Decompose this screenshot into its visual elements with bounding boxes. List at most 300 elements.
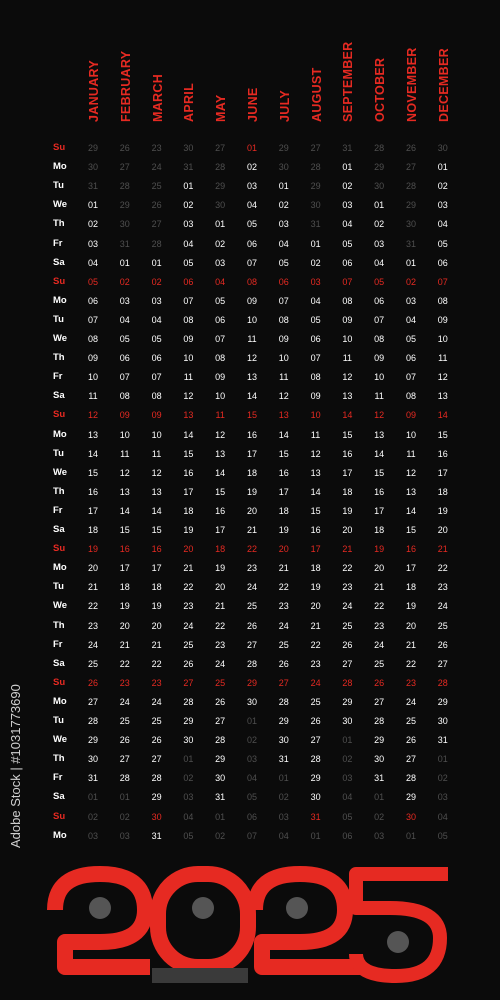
day-cell: 25	[119, 716, 130, 726]
day-cell: 24	[405, 696, 416, 707]
day-cell: 14	[215, 467, 226, 478]
day-cell: 21	[183, 563, 194, 574]
day-cell: 09	[151, 410, 162, 421]
day-cell: 31	[151, 830, 162, 841]
day-cell: 11	[215, 410, 225, 421]
day-cell: 08	[310, 372, 321, 383]
day-cell: 18	[310, 563, 321, 574]
day-cell: 15	[246, 410, 257, 421]
day-cell: 25	[151, 716, 162, 726]
day-cell: 23	[151, 677, 162, 688]
weekday-label: Mo	[53, 562, 67, 574]
day-cell: 28	[310, 754, 321, 765]
day-cell: 08	[374, 334, 385, 344]
day-cell: 05	[437, 830, 448, 841]
day-cell: 04	[342, 792, 353, 803]
day-cell: 02	[278, 200, 289, 211]
day-cell: 06	[215, 314, 226, 325]
day-cell: 25	[151, 181, 162, 192]
day-cell: 03	[151, 295, 162, 306]
day-cell: 30	[215, 773, 226, 784]
day-cell: 16	[310, 525, 321, 535]
day-cell: 12	[215, 429, 226, 440]
day-cell: 11	[438, 353, 448, 364]
day-cell: 27	[246, 639, 257, 650]
day-cell: 13	[405, 486, 416, 497]
weekday-label: Tu	[53, 447, 64, 459]
day-cell: 17	[151, 563, 162, 574]
month-label: APRIL	[182, 83, 197, 122]
day-cell: 20	[151, 620, 162, 631]
day-cell: 19	[405, 601, 416, 612]
day-cell: 13	[374, 429, 385, 440]
day-cell: 01	[374, 200, 385, 211]
weekday-label: Sa	[53, 657, 65, 669]
day-cell: 22	[310, 639, 321, 650]
day-cell: 01	[342, 735, 353, 746]
day-cell: 12	[342, 372, 353, 383]
digit-5	[356, 874, 448, 976]
day-cell: 20	[310, 601, 321, 612]
day-cell: 07	[246, 830, 257, 841]
day-cell: 11	[342, 353, 353, 364]
weekday-label: We	[53, 333, 68, 344]
day-cell: 18	[342, 486, 353, 497]
day-cell: 03	[374, 238, 385, 249]
day-cell: 26	[151, 200, 162, 211]
day-cell: 08	[278, 314, 289, 325]
day-cell: 01	[278, 181, 289, 192]
day-cell: 06	[374, 295, 385, 306]
day-cell: 01	[87, 200, 98, 211]
day-cell: 31	[278, 754, 289, 765]
day-cell: 03	[310, 276, 321, 287]
day-cell: 28	[151, 238, 162, 249]
day-cell: 10	[310, 410, 321, 421]
day-cell: 27	[374, 696, 385, 707]
day-cell: 22	[87, 601, 98, 612]
day-cell: 06	[310, 334, 321, 344]
day-cell: 31	[119, 238, 130, 249]
day-cell: 18	[246, 467, 257, 478]
day-cell: 08	[437, 295, 448, 306]
day-cell: 04	[246, 773, 257, 784]
day-cell: 09	[246, 295, 257, 306]
day-cell: 29	[405, 200, 416, 211]
day-cell: 04	[278, 830, 289, 841]
weekday-label: We	[53, 734, 68, 746]
day-cell: 17	[278, 486, 289, 497]
month-label: JUNE	[246, 87, 260, 122]
day-cell: 10	[183, 353, 194, 364]
day-cell: 29	[437, 696, 448, 707]
day-cell: 14	[87, 448, 98, 459]
day-cell: 04	[215, 276, 226, 287]
day-cell: 12	[437, 372, 448, 383]
day-cell: 03	[437, 200, 448, 211]
day-cell: 25	[87, 658, 98, 669]
day-cell: 15	[405, 525, 416, 535]
day-cell: 30	[151, 811, 162, 822]
day-cell: 14	[246, 391, 257, 402]
day-cell: 22	[183, 582, 194, 593]
day-cell: 20	[405, 620, 416, 631]
day-cell: 21	[437, 544, 448, 555]
day-cell: 11	[88, 391, 98, 402]
day-cell: 31	[310, 219, 321, 230]
day-cell: 27	[183, 677, 194, 688]
month-label: MAY	[214, 94, 229, 122]
day-cell: 10	[119, 429, 130, 440]
day-cell: 14	[437, 410, 448, 421]
day-cell: 23	[437, 582, 448, 593]
day-cell: 17	[119, 563, 130, 574]
day-cell: 16	[87, 486, 98, 497]
weekday-label: Su	[53, 543, 66, 555]
day-cell: 28	[437, 677, 448, 688]
day-cell: 02	[437, 181, 448, 192]
weekday-label: Fr	[53, 772, 63, 784]
month-label: JULY	[277, 89, 292, 122]
day-cell: 17	[310, 544, 321, 555]
month-label: AUGUST	[309, 67, 324, 122]
day-cell: 12	[183, 391, 194, 402]
day-cell: 29	[87, 735, 98, 746]
day-cell: 14	[342, 410, 353, 421]
day-cell: 04	[183, 238, 194, 249]
day-cell: 28	[215, 735, 226, 746]
month-label: DECEMBER	[436, 48, 451, 122]
day-cell: 21	[278, 563, 289, 574]
year-graphic	[0, 850, 500, 1000]
day-cell: 08	[405, 391, 416, 402]
day-cell: 02	[215, 830, 226, 841]
day-cell: 02	[342, 754, 353, 765]
day-cell: 06	[405, 353, 416, 364]
weekday-label: Fr	[53, 638, 63, 650]
day-cell: 07	[246, 257, 257, 268]
day-cell: 26	[183, 658, 194, 669]
day-cell: 12	[374, 410, 385, 421]
day-cell: 17	[215, 525, 226, 535]
year-underline-bar	[152, 968, 248, 983]
day-cell: 28	[119, 181, 130, 192]
day-cell: 08	[151, 391, 162, 402]
day-cell: 06	[87, 295, 98, 306]
day-cell: 05	[374, 276, 385, 287]
day-cell: 16	[405, 544, 416, 555]
day-cell: 26	[151, 735, 162, 746]
day-cell: 28	[374, 716, 385, 726]
day-cell: 31	[183, 162, 194, 173]
day-cell: 19	[342, 505, 353, 516]
day-cell: 28	[246, 658, 257, 669]
day-cell: 02	[183, 200, 194, 211]
day-cell: 29	[119, 200, 130, 211]
day-cell: 25	[278, 639, 289, 650]
day-cell: 10	[215, 391, 226, 402]
day-cell: 18	[151, 582, 162, 593]
day-cell: 08	[215, 353, 226, 364]
day-cell: 07	[342, 276, 353, 287]
day-cell: 22	[374, 601, 385, 612]
day-cell: 07	[119, 372, 130, 383]
day-cell: 06	[246, 811, 257, 822]
day-cell: 16	[151, 544, 162, 555]
day-cell: 12	[278, 391, 289, 402]
day-cell: 21	[215, 601, 226, 612]
day-cell: 27	[405, 162, 416, 173]
weekday-label: Su	[53, 142, 66, 153]
day-cell: 01	[278, 773, 289, 784]
day-cell: 29	[374, 162, 385, 173]
day-cell: 01	[405, 257, 416, 268]
day-cell: 26	[87, 677, 98, 688]
day-cell: 01	[437, 162, 448, 173]
day-cell: 14	[278, 429, 289, 440]
day-cell: 12	[119, 467, 130, 478]
day-cell: 05	[342, 238, 353, 249]
day-cell: 24	[278, 620, 289, 631]
weekday-label: Th	[53, 352, 65, 364]
day-cell: 17	[183, 486, 194, 497]
day-cell: 23	[246, 563, 257, 574]
day-cell: 25	[374, 658, 385, 669]
day-cell: 24	[215, 658, 226, 669]
day-cell: 11	[247, 334, 257, 344]
day-cell: 11	[279, 372, 289, 383]
month-label: MARCH	[150, 73, 165, 122]
day-cell: 04	[246, 200, 257, 211]
weekday-label: Th	[53, 753, 65, 765]
day-cell: 28	[405, 773, 416, 784]
weekday-label: We	[53, 199, 68, 211]
day-cell: 12	[246, 353, 257, 364]
day-cell: 21	[374, 582, 385, 593]
day-cell: 13	[215, 448, 226, 459]
day-cell: 08	[342, 295, 353, 306]
day-cell: 22	[405, 658, 416, 669]
day-cell: 08	[119, 391, 130, 402]
day-cell: 22	[278, 582, 289, 593]
day-cell: 09	[278, 334, 289, 344]
day-cell: 13	[151, 486, 162, 497]
day-cell: 24	[119, 696, 130, 707]
day-cell: 29	[215, 754, 226, 765]
day-cell: 15	[119, 525, 130, 535]
day-cell: 22	[215, 620, 226, 631]
day-cell: 23	[310, 658, 321, 669]
day-cell: 07	[310, 353, 321, 364]
day-cell: 28	[87, 716, 98, 726]
day-cell: 23	[278, 601, 289, 612]
day-cell: 26	[119, 143, 130, 153]
day-cell: 04	[87, 257, 98, 268]
month-label: OCTOBER	[373, 57, 388, 122]
day-cell: 28	[151, 773, 162, 784]
day-cell: 29	[246, 677, 257, 688]
day-cell: 18	[215, 544, 226, 555]
day-cell: 02	[405, 276, 416, 287]
day-cell: 05	[246, 792, 257, 803]
day-cell: 07	[183, 295, 194, 306]
day-cell: 27	[119, 754, 130, 765]
day-cell: 08	[246, 276, 257, 287]
day-cell: 10	[342, 334, 353, 344]
day-cell: 26	[437, 639, 448, 650]
day-cell: 02	[374, 219, 385, 230]
day-cell: 05	[246, 219, 257, 230]
day-cell: 21	[310, 620, 321, 631]
day-cell: 26	[119, 735, 130, 746]
day-cell: 19	[310, 582, 321, 593]
day-cell: 02	[151, 276, 162, 287]
day-cell: 02	[87, 811, 98, 822]
day-cell: 06	[246, 238, 257, 249]
day-cell: 19	[183, 525, 194, 535]
day-cell: 21	[151, 639, 162, 650]
day-cell: 13	[342, 391, 353, 402]
day-cell: 28	[183, 696, 194, 707]
weekday-label: Mo	[53, 829, 67, 841]
day-cell: 07	[437, 276, 448, 287]
day-cell: 09	[119, 410, 130, 421]
day-cell: 02	[215, 238, 226, 249]
day-cell: 09	[437, 314, 448, 325]
day-cell: 30	[342, 716, 353, 726]
day-cell: 23	[374, 620, 385, 631]
day-cell: 27	[87, 696, 98, 707]
day-cell: 04	[374, 257, 385, 268]
day-cell: 04	[310, 295, 321, 306]
day-cell: 29	[278, 716, 289, 726]
day-cell: 13	[246, 372, 257, 383]
digit-0	[158, 874, 248, 967]
day-cell: 22	[342, 563, 353, 574]
day-cell: 15	[342, 429, 353, 440]
day-cell: 28	[119, 773, 130, 784]
weekday-label: Tu	[53, 715, 64, 726]
day-cell: 02	[119, 811, 130, 822]
day-cell: 24	[310, 677, 321, 688]
day-cell: 01	[87, 792, 98, 803]
day-cell: 27	[342, 658, 353, 669]
weekday-label: Sa	[53, 256, 65, 268]
day-cell: 09	[374, 353, 385, 364]
day-cell: 18	[374, 525, 385, 535]
day-cell: 12	[310, 448, 321, 459]
day-cell: 16	[342, 448, 353, 459]
day-cell: 17	[374, 505, 385, 516]
day-cell: 14	[119, 505, 130, 516]
digit-2-first	[55, 874, 150, 967]
day-cell: 28	[310, 162, 321, 173]
day-cell: 14	[310, 486, 321, 497]
day-cell: 18	[87, 525, 98, 535]
day-cell: 17	[87, 505, 98, 516]
day-cell: 29	[151, 792, 162, 803]
day-cell: 22	[246, 544, 257, 555]
day-cell: 08	[183, 314, 194, 325]
day-cell: 17	[437, 467, 448, 478]
day-cell: 19	[246, 486, 257, 497]
day-cell: 02	[246, 735, 257, 746]
day-cell: 21	[246, 525, 257, 535]
day-cell: 11	[151, 448, 162, 459]
day-cell: 29	[183, 716, 194, 726]
day-cell: 06	[119, 353, 130, 364]
day-cell: 30	[183, 143, 194, 153]
day-cell: 15	[437, 429, 448, 440]
weekday-label: Su	[53, 409, 66, 421]
day-cell: 29	[310, 773, 321, 784]
day-cell: 06	[151, 353, 162, 364]
day-cell: 02	[437, 773, 448, 784]
day-cell: 01	[310, 830, 321, 841]
day-cell: 18	[119, 582, 130, 593]
day-cell: 02	[310, 257, 321, 268]
day-cell: 31	[405, 238, 416, 249]
day-cell: 04	[342, 219, 353, 230]
day-cell: 25	[405, 716, 416, 726]
watermark-text: Adobe Stock | #1031773690	[8, 684, 23, 848]
day-cell: 10	[246, 314, 257, 325]
day-cell: 12	[87, 410, 98, 421]
day-cell: 27	[215, 143, 226, 153]
day-cell: 05	[183, 830, 194, 841]
day-cell: 03	[342, 773, 353, 784]
day-cell: 26	[278, 658, 289, 669]
day-cell: 03	[437, 792, 448, 803]
day-cell: 02	[183, 773, 194, 784]
day-cell: 25	[215, 677, 226, 688]
day-cell: 03	[405, 295, 416, 306]
day-cell: 22	[119, 658, 130, 669]
day-cell: 14	[183, 429, 194, 440]
day-cell: 06	[183, 276, 194, 287]
day-cell: 24	[151, 696, 162, 707]
day-cell: 25	[342, 620, 353, 631]
day-cell: 17	[342, 467, 353, 478]
day-cell: 03	[215, 257, 226, 268]
day-cell: 10	[87, 372, 98, 383]
day-cell: 07	[151, 372, 162, 383]
weekday-label: Th	[53, 485, 65, 497]
day-cell: 31	[310, 811, 321, 822]
day-cell: 23	[342, 582, 353, 593]
day-cell: 05	[437, 238, 448, 249]
day-cell: 19	[87, 544, 98, 555]
weekday-label: Fr	[53, 504, 63, 516]
weekday-label: Th	[53, 619, 65, 631]
day-cell: 07	[278, 295, 289, 306]
day-cell: 12	[405, 467, 416, 478]
day-cell: 24	[374, 639, 385, 650]
day-cell: 13	[183, 410, 194, 421]
day-cell: 28	[215, 162, 226, 173]
day-cell: 01	[342, 162, 353, 173]
day-cell: 03	[183, 792, 194, 803]
day-cell: 03	[119, 295, 130, 306]
day-cell: 01	[119, 257, 130, 268]
day-cell: 09	[310, 391, 321, 402]
day-cell: 13	[278, 410, 289, 421]
day-cell: 16	[246, 429, 257, 440]
day-cell: 04	[119, 314, 130, 325]
day-cell: 21	[119, 639, 130, 650]
day-cell: 02	[87, 219, 98, 230]
day-cell: 31	[374, 773, 385, 784]
